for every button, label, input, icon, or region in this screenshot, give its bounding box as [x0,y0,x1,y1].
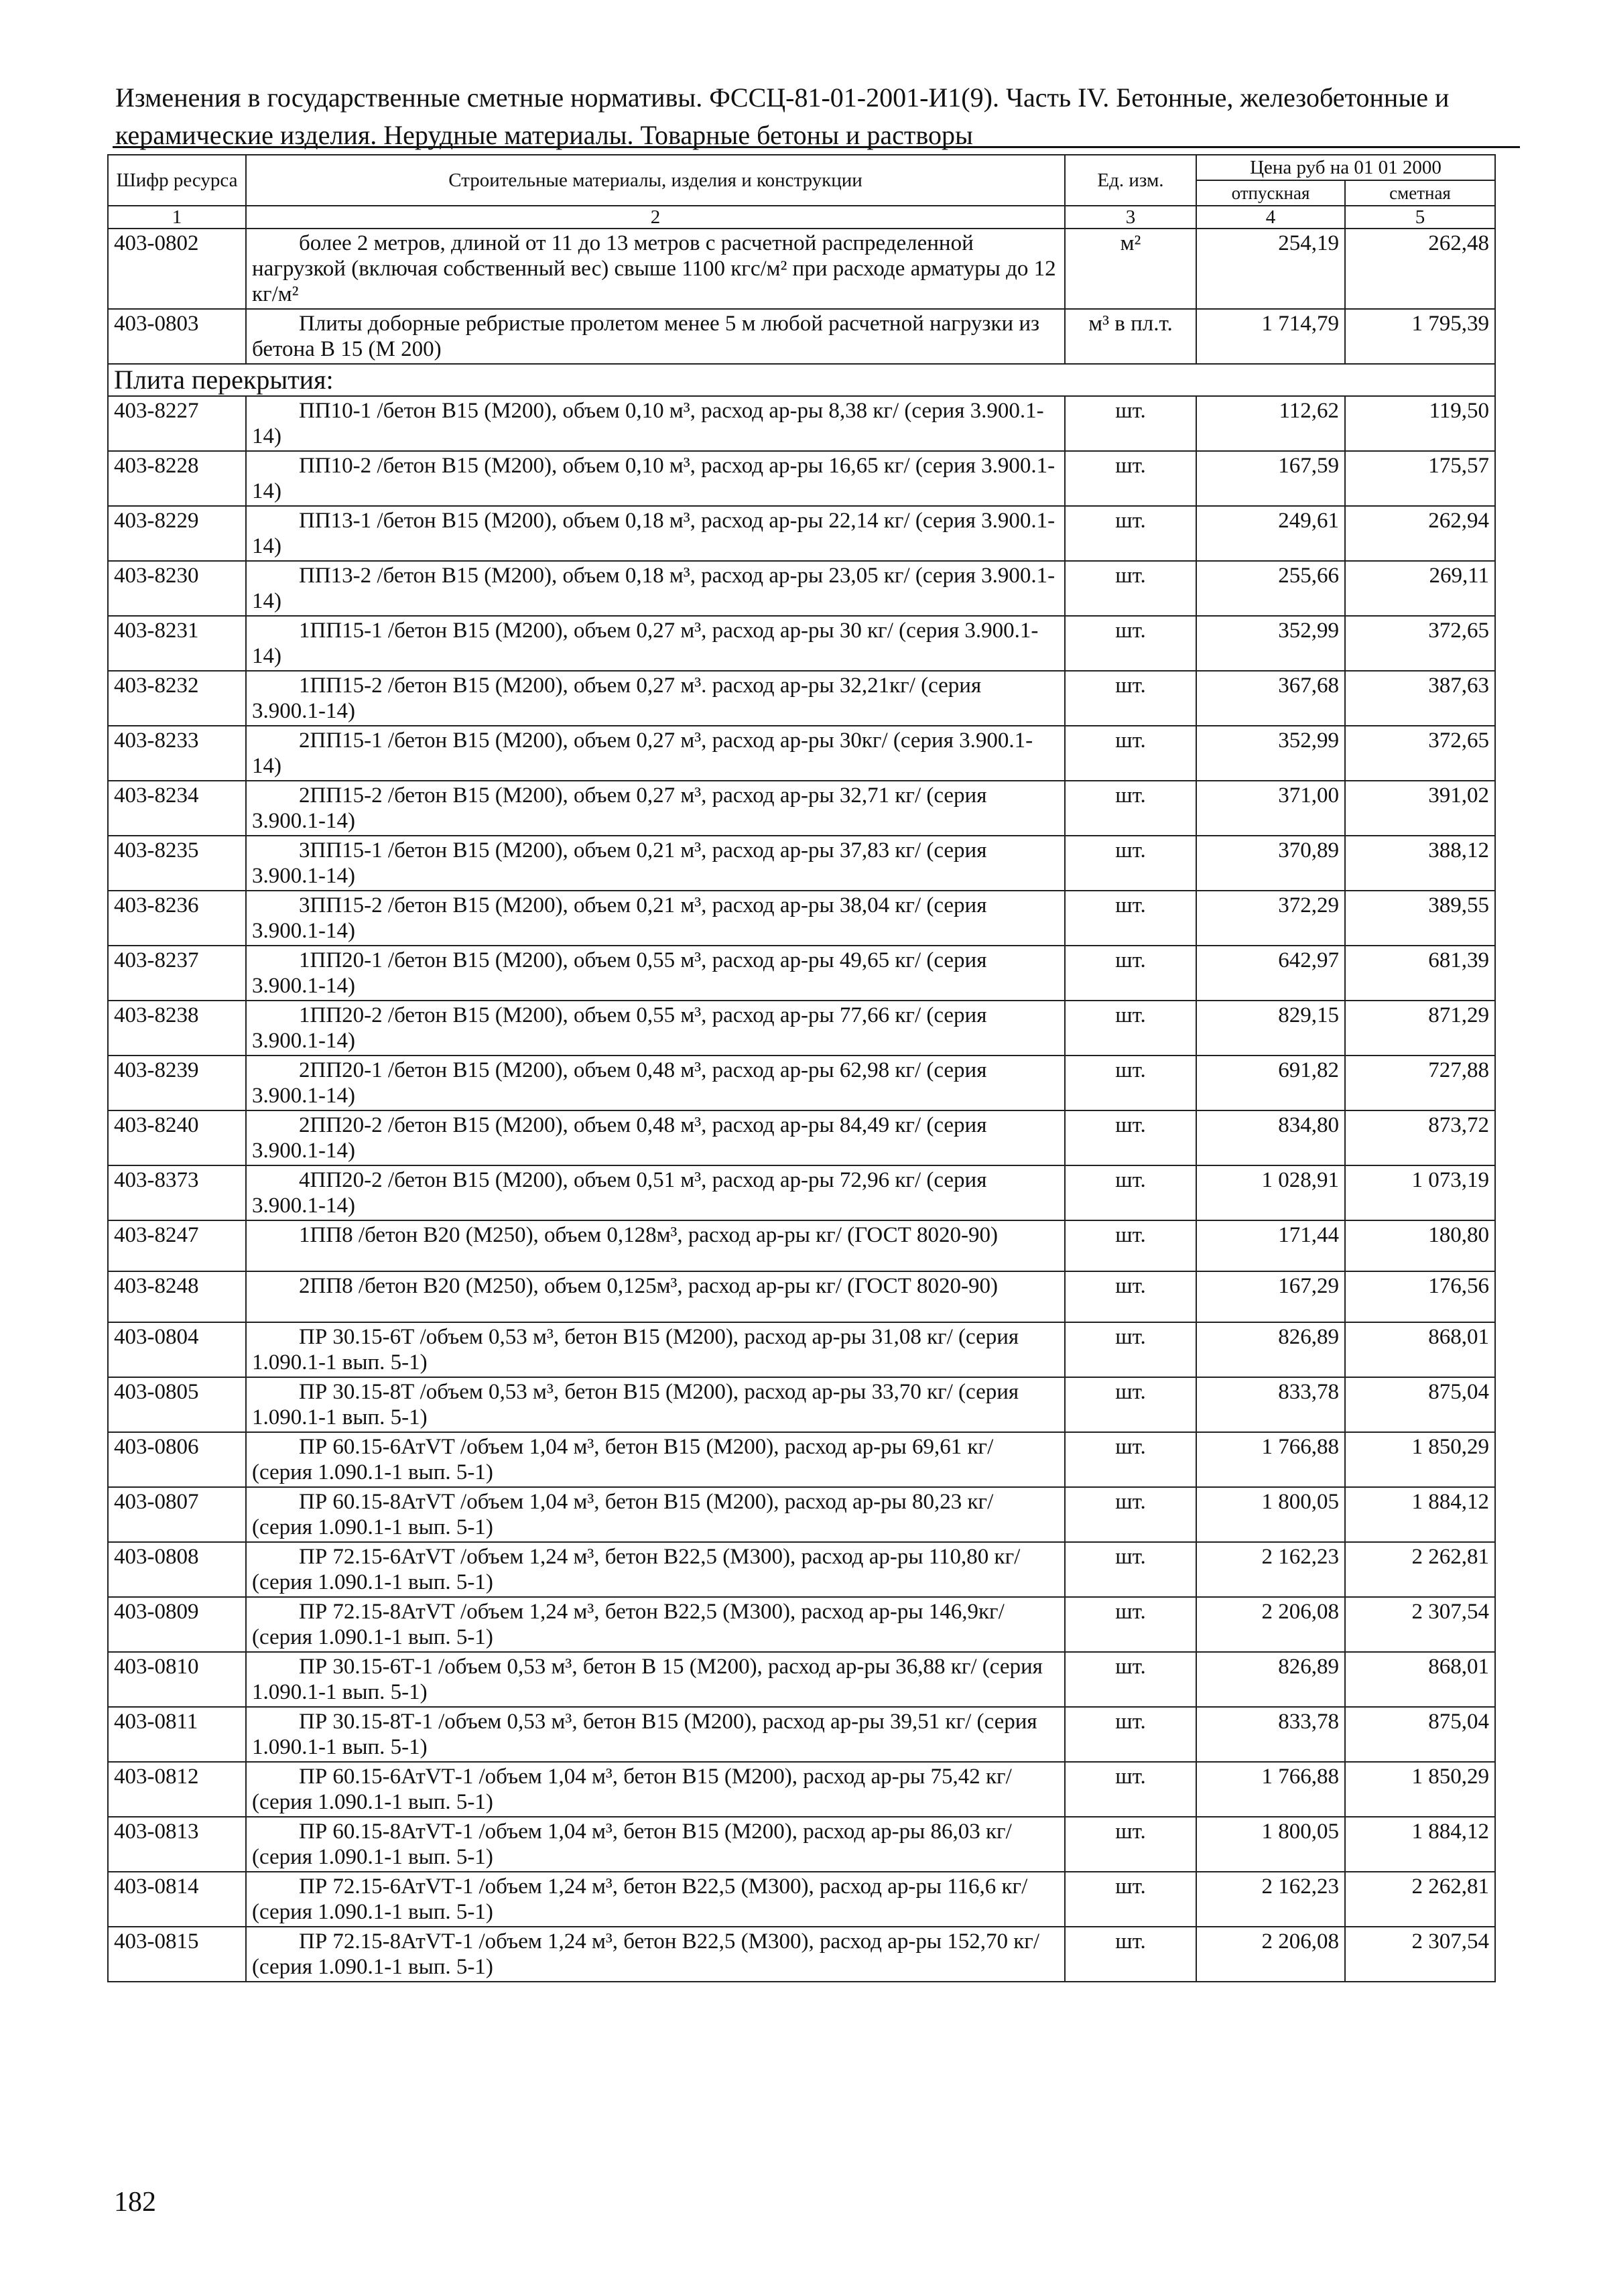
estimate-price: 2 307,54 [1345,1927,1495,1982]
table-row [108,309,1495,364]
estimate-price: 1 884,12 [1345,1817,1495,1872]
estimate-price: 871,29 [1345,1001,1495,1056]
unit-of-measure: шт. [1065,1762,1196,1817]
release-price: 2 162,23 [1196,1542,1345,1597]
table-row [108,726,1495,781]
resource-code: 403-0806 [108,1432,246,1487]
estimate-price: 681,39 [1345,946,1495,1001]
column-number-row [108,206,1495,229]
estimate-price: 388,12 [1345,836,1495,891]
release-price: 1 766,88 [1196,1762,1345,1817]
material-description: Плиты доборные ребристые пролетом менее 5 м любой расчетной нагрузки из бетона В 15 (М 200) [246,309,1065,364]
release-price: 171,44 [1196,1220,1345,1271]
material-description: ПР 60.15-8АтVТ /объем 1,04 м³, бетон В15 (М200), расход ар-ры 80,23 кг/ (серия 1.090.1-1 вып. 5-1) [246,1487,1065,1542]
section-title: Плита перекрытия: [108,364,1495,396]
release-price: 826,89 [1196,1652,1345,1707]
material-description: ПР 30.15-6Т /объем 0,53 м³, бетон В15 (М200), расход ар-ры 31,08 кг/ (серия 1.090.1-1 вып. 5-1) [246,1322,1065,1377]
release-price: 642,97 [1196,946,1345,1001]
table-row [108,1165,1495,1220]
estimate-price: 180,80 [1345,1220,1495,1271]
material-description: ПР 60.15-6АтVТ /объем 1,04 м³, бетон В15 (М200), расход ар-ры 69,61 кг/ (серия 1.090.1-1 вып. 5-1) [246,1432,1065,1487]
column-number: 4 [1196,206,1345,229]
resource-code: 403-8373 [108,1165,246,1220]
release-price: 691,82 [1196,1056,1345,1110]
estimate-price: 372,65 [1345,726,1495,781]
unit-of-measure: шт. [1065,946,1196,1001]
material-description: ПП13-2 /бетон В15 (М200), объем 0,18 м³, расход ар-ры 23,05 кг/ (серия 3.900.1-14) [246,561,1065,616]
unit-of-measure: м³ в пл.т. [1065,309,1196,364]
column-number: 3 [1065,206,1196,229]
table-row [108,891,1495,946]
unit-of-measure: шт. [1065,1542,1196,1597]
resource-code: 403-0809 [108,1597,246,1652]
column-number: 5 [1345,206,1495,229]
table-row [108,1322,1495,1377]
release-price: 833,78 [1196,1377,1345,1432]
material-description: ПР 72.15-8АтVТ /объем 1,24 м³, бетон В22,5 (М300), расход ар-ры 146,9кг/ (серия 1.090.1-1 вып. 5-1) [246,1597,1065,1652]
unit-of-measure: шт. [1065,836,1196,891]
material-description: 1ПП20-2 /бетон В15 (М200), объем 0,55 м³, расход ар-ры 77,66 кг/ (серия 3.900.1-14) [246,1001,1065,1056]
material-description: ПР 30.15-6Т-1 /объем 0,53 м³, бетон В 15 (М200), расход ар-ры 36,88 кг/ (серия 1.090.1-1 вып. 5-1) [246,1652,1065,1707]
unit-of-measure: шт. [1065,1432,1196,1487]
unit-of-measure: шт. [1065,1652,1196,1707]
estimate-price: 873,72 [1345,1110,1495,1165]
table-row [108,1056,1495,1110]
material-description: 2ПП20-1 /бетон В15 (М200), объем 0,48 м³, расход ар-ры 62,98 кг/ (серия 3.900.1-14) [246,1056,1065,1110]
header-unit: Ед. изм. [1065,155,1196,206]
header-rule [113,146,1520,148]
estimate-price: 387,63 [1345,671,1495,726]
release-price: 249,61 [1196,506,1345,561]
header-code: Шифр ресурса [108,155,246,206]
material-description: 2ПП15-1 /бетон В15 (М200), объем 0,27 м³, расход ар-ры 30кг/ (серия 3.900.1-14) [246,726,1065,781]
table-row [108,1271,1495,1322]
table-row [108,229,1495,309]
unit-of-measure: шт. [1065,726,1196,781]
material-description: 3ПП15-1 /бетон В15 (М200), объем 0,21 м³, расход ар-ры 37,83 кг/ (серия 3.900.1-14) [246,836,1065,891]
release-price: 826,89 [1196,1322,1345,1377]
release-price: 1 766,88 [1196,1432,1345,1487]
material-description: ПР 30.15-8Т-1 /объем 0,53 м³, бетон В15 (М200), расход ар-ры 39,51 кг/ (серия 1.090.1-1 вып. 5-1) [246,1707,1065,1762]
release-price: 371,00 [1196,781,1345,836]
estimate-price: 2 307,54 [1345,1597,1495,1652]
table-row [108,1487,1495,1542]
table-row [108,836,1495,891]
material-description: 4ПП20-2 /бетон В15 (М200), объем 0,51 м³, расход ар-ры 72,96 кг/ (серия 3.900.1-14) [246,1165,1065,1220]
estimate-price: 175,57 [1345,451,1495,506]
table-row [108,1001,1495,1056]
page-number: 182 [114,2187,156,2218]
table-row [108,451,1495,506]
release-price: 829,15 [1196,1001,1345,1056]
unit-of-measure: шт. [1065,781,1196,836]
column-number: 1 [108,206,246,229]
estimate-price: 2 262,81 [1345,1872,1495,1927]
table-row [108,1377,1495,1432]
estimate-price: 1 884,12 [1345,1487,1495,1542]
release-price: 2 162,23 [1196,1872,1345,1927]
unit-of-measure: шт. [1065,1165,1196,1220]
material-description: ПР 60.15-8АтVТ-1 /объем 1,04 м³, бетон В15 (М200), расход ар-ры 86,03 кг/ (серия 1.090.1-1 вып. 5-1) [246,1817,1065,1872]
material-description: ПП10-1 /бетон В15 (М200), объем 0,10 м³, расход ар-ры 8,38 кг/ (серия 3.900.1-14) [246,396,1065,451]
unit-of-measure: шт. [1065,891,1196,946]
material-description: ПР 72.15-6АтVТ /объем 1,24 м³, бетон В22,5 (М300), расход ар-ры 110,80 кг/ (серия 1.090.1-1 вып. 5-1) [246,1542,1065,1597]
table-row [108,616,1495,671]
table-row [108,1110,1495,1165]
unit-of-measure: шт. [1065,1110,1196,1165]
release-price: 833,78 [1196,1707,1345,1762]
estimate-price: 1 850,29 [1345,1762,1495,1817]
resource-code: 403-8227 [108,396,246,451]
table-row [108,1927,1495,1982]
release-price: 2 206,08 [1196,1927,1345,1982]
release-price: 367,68 [1196,671,1345,726]
resource-code: 403-0810 [108,1652,246,1707]
estimate-price: 119,50 [1345,396,1495,451]
material-description: ПП13-1 /бетон В15 (М200), объем 0,18 м³, расход ар-ры 22,14 кг/ (серия 3.900.1-14) [246,506,1065,561]
material-description: ПР 60.15-6АтVТ-1 /объем 1,04 м³, бетон В15 (М200), расход ар-ры 75,42 кг/ (серия 1.090.1-1 вып. 5-1) [246,1762,1065,1817]
resource-code: 403-0803 [108,309,246,364]
table-row [108,671,1495,726]
header-price-group: Цена руб на 01 01 2000 [1196,155,1495,180]
document-header [115,79,1496,154]
material-description: 1ПП15-1 /бетон В15 (М200), объем 0,27 м³, расход ар-ры 30 кг/ (серия 3.900.1-14) [246,616,1065,671]
resource-code: 403-8247 [108,1220,246,1271]
estimate-price: 868,01 [1345,1322,1495,1377]
estimate-price: 262,94 [1345,506,1495,561]
release-price: 1 028,91 [1196,1165,1345,1220]
resource-code: 403-0814 [108,1872,246,1927]
header-line-2: керамические изделия. Нерудные материалы. Товарные бетоны и растворы [115,120,973,150]
resource-code: 403-8233 [108,726,246,781]
release-price: 372,29 [1196,891,1345,946]
resource-code: 403-8240 [108,1110,246,1165]
unit-of-measure: шт. [1065,1271,1196,1322]
resource-code: 403-0813 [108,1817,246,1872]
unit-of-measure: шт. [1065,1927,1196,1982]
table-row [108,396,1495,451]
resource-code: 403-8231 [108,616,246,671]
table-row [108,1542,1495,1597]
resource-code: 403-8237 [108,946,246,1001]
resource-code: 403-8229 [108,506,246,561]
table-row [108,506,1495,561]
unit-of-measure: шт. [1065,451,1196,506]
release-price: 2 206,08 [1196,1597,1345,1652]
header-estimate-price: сметная [1345,180,1495,206]
resource-code: 403-0812 [108,1762,246,1817]
unit-of-measure: шт. [1065,616,1196,671]
resource-code: 403-0805 [108,1377,246,1432]
material-description: ПР 30.15-8Т /объем 0,53 м³, бетон В15 (М200), расход ар-ры 33,70 кг/ (серия 1.090.1-1 вып. 5-1) [246,1377,1065,1432]
estimate-price: 389,55 [1345,891,1495,946]
table-row [108,946,1495,1001]
column-number: 2 [246,206,1065,229]
material-description: ПП10-2 /бетон В15 (М200), объем 0,10 м³, расход ар-ры 16,65 кг/ (серия 3.900.1-14) [246,451,1065,506]
material-description: ПР 72.15-8АтVТ-1 /объем 1,24 м³, бетон В22,5 (М300), расход ар-ры 152,70 кг/ (серия 1.090.1-1 вып. 5-1) [246,1927,1065,1982]
release-price: 1 800,05 [1196,1487,1345,1542]
table-row [108,1707,1495,1762]
release-price: 1 714,79 [1196,309,1345,364]
material-description: 2ПП15-2 /бетон В15 (М200), объем 0,27 м³, расход ар-ры 32,71 кг/ (серия 3.900.1-14) [246,781,1065,836]
release-price: 1 800,05 [1196,1817,1345,1872]
material-description: 3ПП15-2 /бетон В15 (М200), объем 0,21 м³, расход ар-ры 38,04 кг/ (серия 3.900.1-14) [246,891,1065,946]
material-description: 1ПП15-2 /бетон В15 (М200), объем 0,27 м³. расход ар-ры 32,21кг/ (серия 3.900.1-14) [246,671,1065,726]
release-price: 352,99 [1196,616,1345,671]
unit-of-measure: шт. [1065,1377,1196,1432]
header-description: Строительные материалы, изделия и конструкции [246,155,1065,206]
material-description: ПР 72.15-6АтVТ-1 /объем 1,24 м³, бетон В22,5 (М300), расход ар-ры 116,6 кг/ (серия 1.090.1-1 вып. 5-1) [246,1872,1065,1927]
header-line-1: Изменения в государственные сметные нормативы. ФССЦ-81-01-2001-И1(9). Часть IV. Бетонные, железобетонные и [115,82,1450,113]
release-price: 352,99 [1196,726,1345,781]
release-price: 167,29 [1196,1271,1345,1322]
release-price: 167,59 [1196,451,1345,506]
unit-of-measure: шт. [1065,1872,1196,1927]
resource-code: 403-0815 [108,1927,246,1982]
resource-code: 403-8238 [108,1001,246,1056]
resource-code: 403-8234 [108,781,246,836]
estimate-price: 875,04 [1345,1377,1495,1432]
material-description: 1ПП8 /бетон В20 (М250), объем 0,128м³, расход ар-ры кг/ (ГОСТ 8020-90) [246,1220,1065,1271]
release-price: 834,80 [1196,1110,1345,1165]
estimate-price: 727,88 [1345,1056,1495,1110]
table-row [108,561,1495,616]
estimate-price: 176,56 [1345,1271,1495,1322]
table-row [108,1817,1495,1872]
table-row [108,1597,1495,1652]
section-row [108,364,1495,396]
unit-of-measure: шт. [1065,1707,1196,1762]
estimate-price: 2 262,81 [1345,1542,1495,1597]
estimate-price: 1 795,39 [1345,309,1495,364]
unit-of-measure: шт. [1065,1056,1196,1110]
unit-of-measure: шт. [1065,1487,1196,1542]
release-price: 255,66 [1196,561,1345,616]
resource-code: 403-0811 [108,1707,246,1762]
resource-code: 403-8228 [108,451,246,506]
table-row [108,1652,1495,1707]
material-description: 1ПП20-1 /бетон В15 (М200), объем 0,55 м³, расход ар-ры 49,65 кг/ (серия 3.900.1-14) [246,946,1065,1001]
unit-of-measure: шт. [1065,1322,1196,1377]
estimate-price: 875,04 [1345,1707,1495,1762]
resource-code: 403-0804 [108,1322,246,1377]
table-row [108,1762,1495,1817]
resource-code: 403-8239 [108,1056,246,1110]
estimate-price: 868,01 [1345,1652,1495,1707]
estimate-price: 1 850,29 [1345,1432,1495,1487]
resource-code: 403-0808 [108,1542,246,1597]
release-price: 254,19 [1196,229,1345,309]
material-description: 2ПП8 /бетон В20 (М250), объем 0,125м³, расход ар-ры кг/ (ГОСТ 8020-90) [246,1271,1065,1322]
unit-of-measure: шт. [1065,1597,1196,1652]
estimate-price: 1 073,19 [1345,1165,1495,1220]
unit-of-measure: шт. [1065,1220,1196,1271]
header-release-price: отпускная [1196,180,1345,206]
table-row [108,781,1495,836]
unit-of-measure: шт. [1065,506,1196,561]
estimate-price: 372,65 [1345,616,1495,671]
material-description: более 2 метров, длиной от 11 до 13 метров с расчетной распределенной нагрузкой (включая собственный вес) свыше 1100 кгс/м² при расходе арматуры до 12 кг/м² [246,229,1065,309]
table-row [108,1220,1495,1271]
resource-code: 403-8236 [108,891,246,946]
resource-code: 403-8235 [108,836,246,891]
price-table [107,154,1496,1982]
release-price: 370,89 [1196,836,1345,891]
table-row [108,1432,1495,1487]
material-description: 2ПП20-2 /бетон В15 (М200), объем 0,48 м³, расход ар-ры 84,49 кг/ (серия 3.900.1-14) [246,1110,1065,1165]
unit-of-measure: шт. [1065,561,1196,616]
unit-of-measure: м² [1065,229,1196,309]
resource-code: 403-0802 [108,229,246,309]
unit-of-measure: шт. [1065,396,1196,451]
estimate-price: 391,02 [1345,781,1495,836]
estimate-price: 262,48 [1345,229,1495,309]
table-row [108,1872,1495,1927]
table-body [108,206,1495,1982]
resource-code: 403-8230 [108,561,246,616]
estimate-price: 269,11 [1345,561,1495,616]
resource-code: 403-8248 [108,1271,246,1322]
unit-of-measure: шт. [1065,671,1196,726]
release-price: 112,62 [1196,396,1345,451]
resource-code: 403-0807 [108,1487,246,1542]
resource-code: 403-8232 [108,671,246,726]
unit-of-measure: шт. [1065,1817,1196,1872]
unit-of-measure: шт. [1065,1001,1196,1056]
